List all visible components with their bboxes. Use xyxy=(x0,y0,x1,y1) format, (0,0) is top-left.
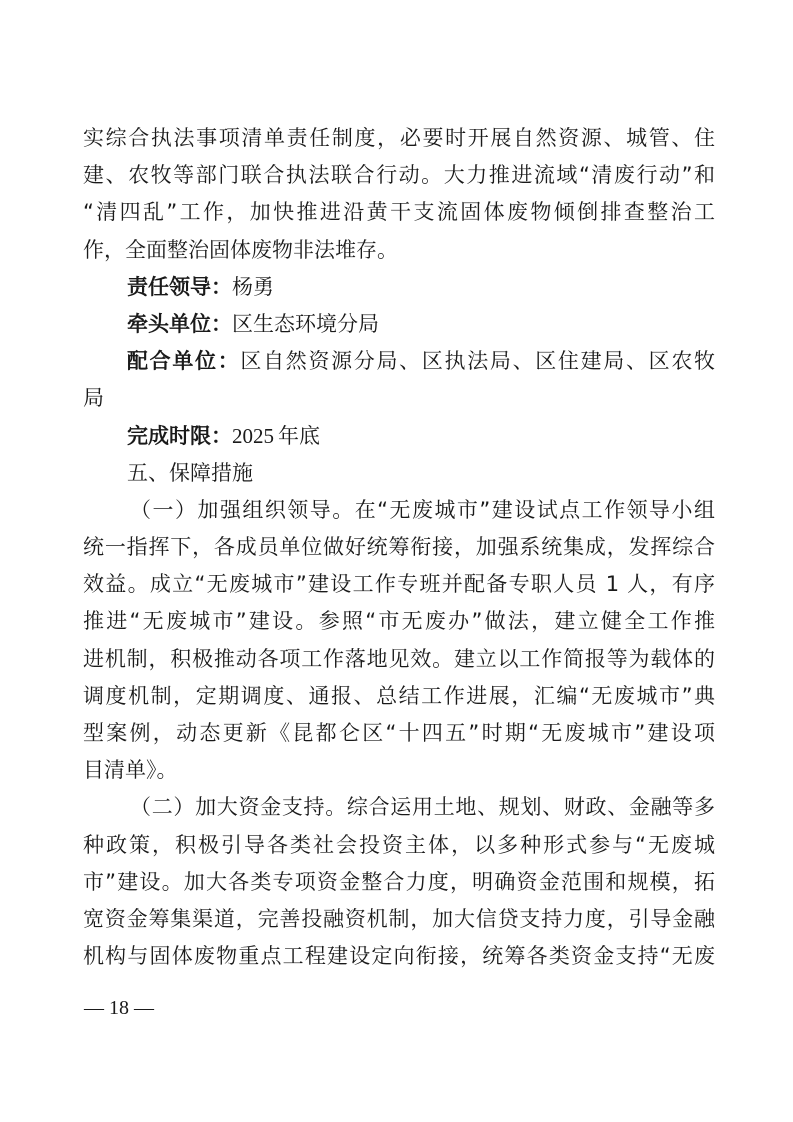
cooperating-units-label: 配合单位： xyxy=(127,349,241,374)
text-line: 调度机制，定期调度、通报、总结工作进展，汇编“无废城市”典 xyxy=(83,683,715,708)
lead-unit-row xyxy=(83,306,715,343)
text-line: 实综合执法事项清单责任制度，必要时开展自然资源、城管、住 xyxy=(83,126,715,150)
text-line: 型案例，动态更新《昆都仑区“十四五”时期“无废城市”建设项 xyxy=(83,721,715,745)
text-line: 效益。成立“无废城市”建设工作专班并配备专职人员 1 人，有序 xyxy=(83,572,715,597)
text-line: 推进“无废城市”建设。参照“市无废办”做法，建立健全工作推 xyxy=(83,609,715,634)
text-line: 目清单》。 xyxy=(83,758,178,783)
responsible-leader-value: 杨勇 xyxy=(232,274,274,299)
text-line: （二）加大资金支持。综合运用土地、规划、财政、金融等多 xyxy=(130,795,715,820)
cooperating-units-value: 区自然资源分局、区执法局、区住建局、区农牧 xyxy=(240,349,716,374)
deadline-suffix: 年底 xyxy=(278,423,320,448)
section-heading: 五、保障措施 xyxy=(127,460,253,485)
cooperating-units-row xyxy=(83,343,715,380)
lead-unit-value: 区生态环境分局 xyxy=(232,311,379,336)
text-line: 机构与固体废物重点工程建设定向衔接，统筹各类资金支持“无废 xyxy=(83,944,715,969)
deadline-row xyxy=(83,418,715,455)
responsible-leader-label: 责任领导： xyxy=(127,274,232,299)
document-page xyxy=(83,120,715,975)
paragraph-organization-leadership xyxy=(83,492,715,790)
text-line: 种政策，积极引导各类社会投资主体，以多种形式参与“无废城 xyxy=(83,832,715,857)
text-line: 建、农牧等部门联合执法联合行动。大力推进流域“清废行动”和 xyxy=(83,163,715,188)
deadline-label: 完成时限： xyxy=(127,423,232,448)
deadline-year: 2025 xyxy=(232,423,274,448)
text-line: “清四乱”工作，加快推进沿黄干支流固体废物倾倒排查整治工 xyxy=(83,200,715,225)
responsible-leader-row xyxy=(83,269,715,306)
page-number: — 18 — xyxy=(84,997,154,1019)
text-line: （一）加强组织领导。在“无废城市”建设试点工作领导小组 xyxy=(130,497,715,522)
text-line: 宽资金筹集渠道，完善投融资机制，加大信贷支持力度，引导金融 xyxy=(83,906,715,931)
paragraph-funding-support xyxy=(83,789,715,975)
text-line: 市”建设。加大各类专项资金整合力度，明确资金范围和规模，拓 xyxy=(83,869,715,894)
text-line: 统一指挥下，各成员单位做好统筹衔接，加强系统集成，发挥综合 xyxy=(83,535,715,560)
lead-unit-label: 牵头单位： xyxy=(127,311,232,336)
text-line: 进机制，积极推动各项工作落地见效。建立以工作简报等为载体的 xyxy=(83,646,715,671)
paragraph-enforcement xyxy=(83,120,715,269)
text-line: 作，全面整治固体废物非法堆存。 xyxy=(83,237,398,262)
cooperating-units-continuation: 局 xyxy=(83,386,104,411)
